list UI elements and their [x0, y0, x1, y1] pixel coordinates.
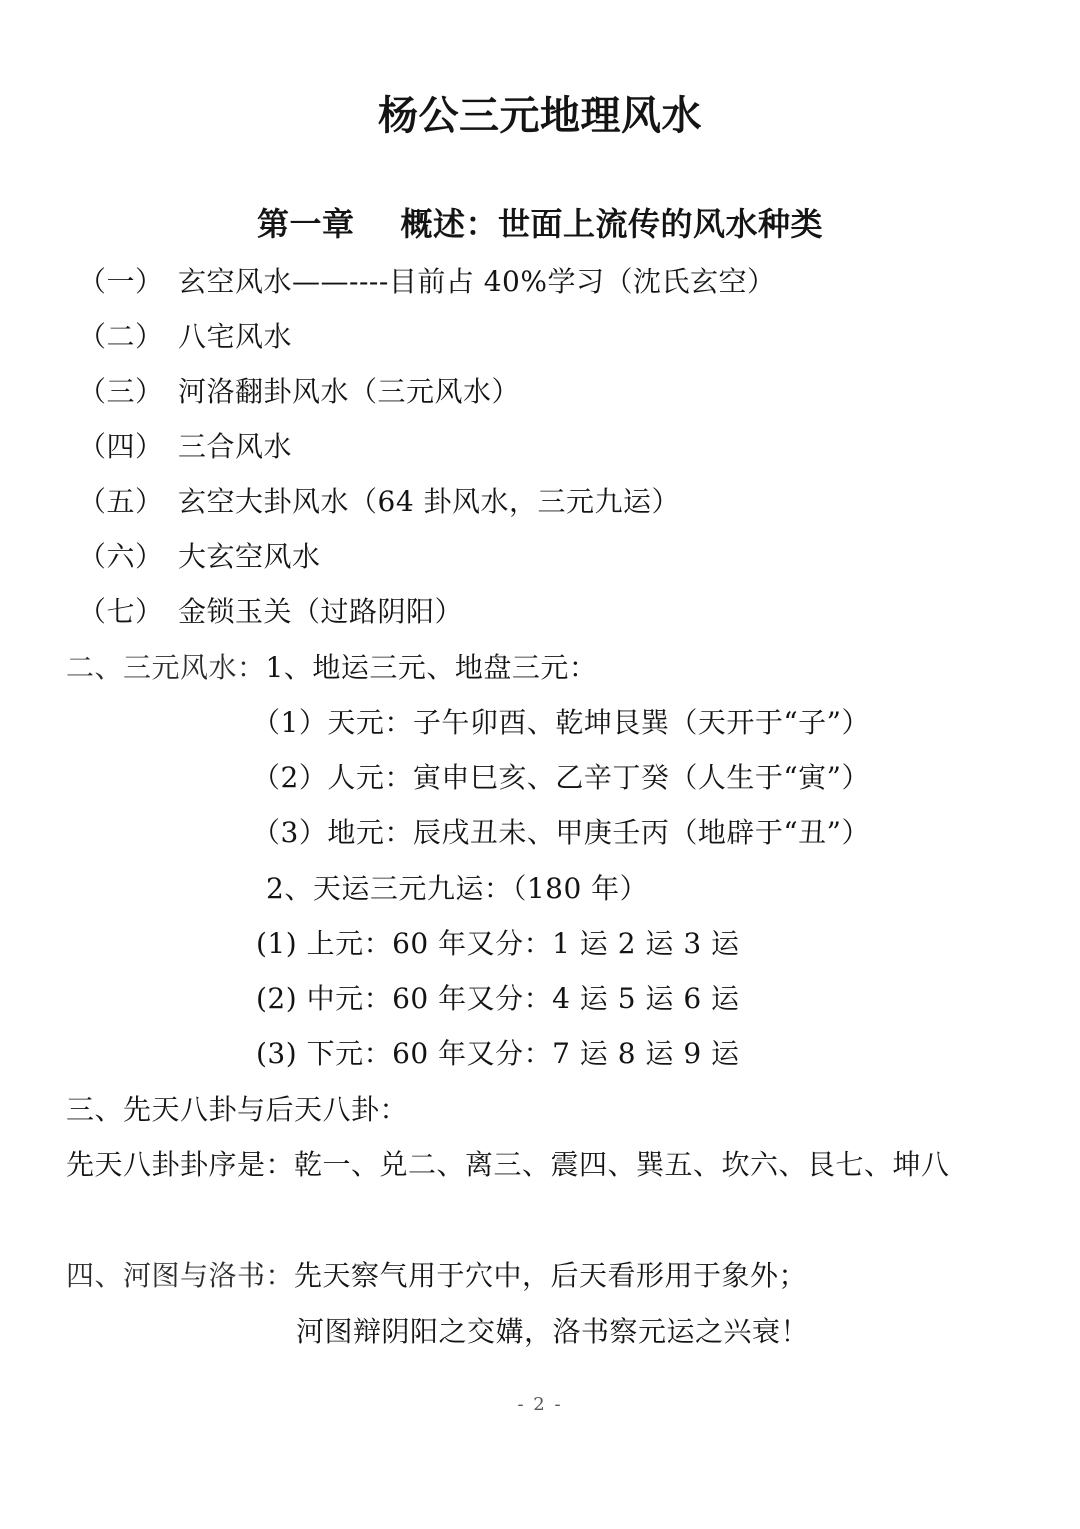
chapter-number: 第一章 — [256, 205, 355, 243]
list-item-text: 大玄空风水 — [178, 540, 321, 573]
list-item — [78, 320, 293, 353]
list-item-number: （五） — [78, 485, 164, 518]
section-4-heading: 四、河图与洛书： — [66, 1259, 295, 1292]
list-item-text: 金锁玉关（过路阴阳） — [178, 595, 464, 628]
page-number: - 2 - — [517, 1394, 563, 1415]
list-item-number: （七） — [78, 595, 164, 628]
section-3-heading: 三、先天八卦与后天八卦： — [66, 1093, 409, 1126]
sub-item: (3) 下元：60 年又分：7 运 8 运 9 运 — [256, 1037, 740, 1070]
list-item-text: 玄空风水——----目前占 40%学习（沈氏玄空） — [178, 265, 776, 298]
section-2-subheading-1: 1、地运三元、地盘三元： — [265, 651, 598, 684]
list-item — [78, 595, 464, 628]
section-4-line-2: 河图辩阴阳之交媾，洛书察元运之兴衰！ — [296, 1315, 810, 1348]
list-item-number: （二） — [78, 320, 164, 353]
section-2-subheading-2: 2、天运三元九运：（180 年） — [266, 872, 649, 905]
list-item-number: （六） — [78, 540, 164, 573]
sub-item: (2) 中元：60 年又分：4 运 5 运 6 运 — [256, 982, 740, 1015]
sub-item: （3）地元：辰戌丑未、甲庚壬丙（地辟于“丑”） — [252, 816, 870, 849]
list-item-number: （一） — [78, 265, 164, 298]
list-item-text: 河洛翻卦风水（三元风水） — [178, 375, 521, 408]
list-item-number: （三） — [78, 375, 164, 408]
sub-item: （1）天元：子午卯酉、乾坤艮巽（天开于“子”） — [252, 706, 870, 739]
list-item-text: 八宅风水 — [178, 320, 293, 353]
list-item — [78, 430, 293, 463]
sub-item: （2）人元：寅申巳亥、乙辛丁癸（人生于“寅”） — [252, 761, 870, 794]
section-4-line — [66, 1259, 808, 1292]
list-item-text: 三合风水 — [178, 430, 293, 463]
section-2-heading: 二、三元风水： — [66, 651, 266, 684]
chapter-title: 概述：世面上流传的风水种类 — [400, 205, 824, 243]
list-item — [78, 265, 776, 298]
list-item — [78, 540, 321, 573]
list-item-number: （四） — [78, 430, 164, 463]
list-item — [78, 375, 521, 408]
sub-item: (1) 上元：60 年又分：1 运 2 运 3 运 — [256, 927, 740, 960]
section-3-text: 先天八卦卦序是：乾一、兑二、离三、震四、巽五、坎六、艮七、坤八 — [66, 1148, 950, 1181]
list-item-text: 玄空大卦风水（64 卦风水，三元九运） — [178, 485, 681, 518]
section-4-line-1: 先天察气用于穴中，后天看形用于象外； — [294, 1259, 808, 1292]
list-item — [78, 485, 681, 518]
document-title: 杨公三元地理风水 — [378, 92, 702, 139]
section-heading — [66, 651, 598, 684]
chapter-heading — [0, 205, 1080, 243]
